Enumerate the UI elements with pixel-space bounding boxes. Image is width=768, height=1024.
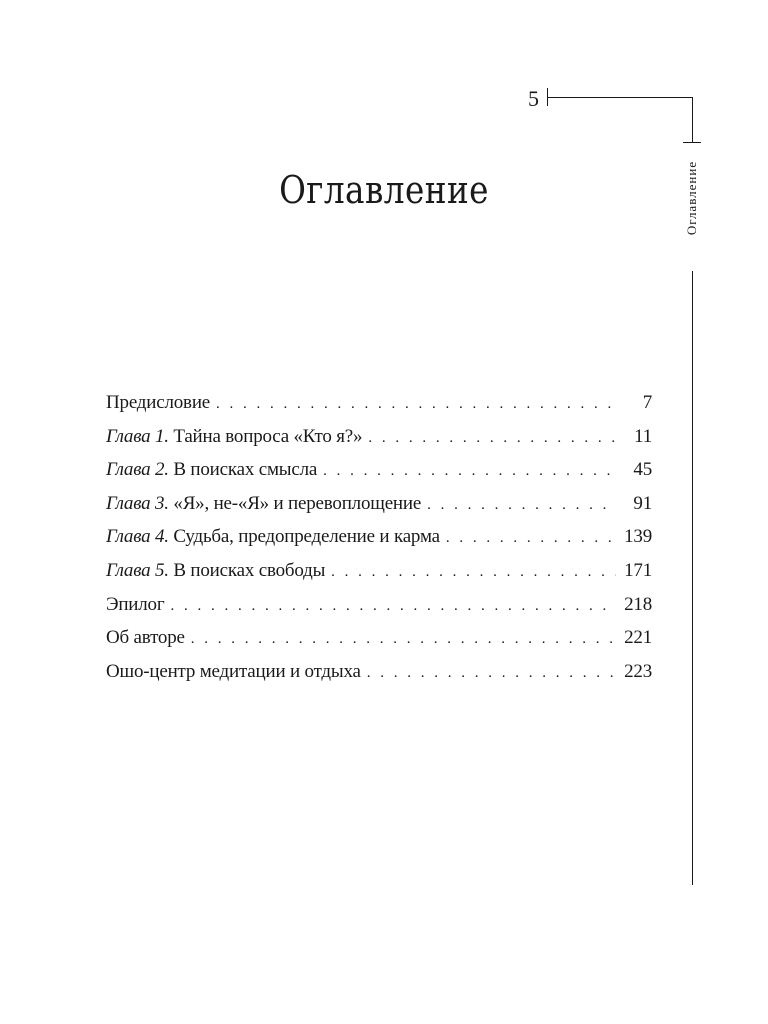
- toc-entry-label: Ошо-центр медитации и отдыха: [106, 660, 361, 682]
- toc-entry-title: [106, 588, 164, 622]
- running-head: Оглавление: [684, 160, 699, 236]
- toc-entry[interactable]: [106, 453, 652, 487]
- dot-leader: [367, 657, 616, 691]
- toc-entry-prefix: Глава 1.: [106, 425, 169, 447]
- toc-entry-label: В поисках смысла: [168, 459, 318, 481]
- toc-entry-title: [106, 487, 421, 521]
- toc-entry-label: Судьба, предопределение и карма: [168, 526, 440, 548]
- toc-entry-prefix: Глава 2.: [106, 459, 169, 481]
- toc-entry[interactable]: [106, 554, 652, 588]
- toc-entry[interactable]: [106, 588, 652, 622]
- toc-entry[interactable]: [106, 487, 652, 521]
- toc-entry-title: [106, 453, 317, 487]
- toc-entry-title: [106, 386, 210, 420]
- dot-leader: [170, 590, 616, 624]
- toc-entry-title: [106, 655, 361, 689]
- frame-top-rule: [547, 97, 693, 98]
- page-number: 5: [528, 86, 539, 111]
- toc-entry-page: 221: [624, 627, 652, 649]
- toc-entry[interactable]: [106, 655, 652, 689]
- toc-entry-page: 171: [624, 559, 652, 581]
- frame-right-rule-lower: [692, 271, 693, 885]
- table-of-contents: [106, 386, 652, 688]
- toc-entry-page: 11: [634, 425, 652, 447]
- dot-leader: [216, 388, 616, 422]
- toc-entry-title: [106, 520, 440, 554]
- frame-right-rule-upper: [692, 97, 693, 142]
- toc-entry-label: Эпилог: [106, 593, 165, 615]
- dot-leader: [331, 556, 616, 590]
- toc-entry[interactable]: [106, 621, 652, 655]
- toc-entry-page: 223: [624, 660, 652, 682]
- toc-entry-prefix: Глава 5.: [106, 559, 169, 581]
- toc-entry-prefix: Глава 3.: [106, 492, 169, 514]
- page-title: Оглавление: [279, 168, 489, 213]
- toc-entry-title: [106, 621, 185, 655]
- toc-entry-label: «Я», не-«Я» и перевоплощение: [168, 492, 422, 514]
- toc-entry[interactable]: [106, 420, 652, 454]
- frame-right-tick: [683, 142, 701, 143]
- dot-leader: [368, 422, 616, 456]
- toc-entry-title: [106, 554, 325, 588]
- toc-entry-title: [106, 420, 362, 454]
- dot-leader: [191, 623, 616, 657]
- toc-entry-label: Об авторе: [106, 627, 185, 649]
- toc-entry-page: 218: [624, 593, 652, 615]
- toc-entry-label: Тайна вопроса «Кто я?»: [168, 425, 363, 447]
- toc-entry-prefix: Глава 4.: [106, 526, 169, 548]
- toc-entry-label: В поисках свободы: [168, 559, 326, 581]
- toc-entry-page: 139: [624, 526, 652, 548]
- toc-entry-page: 91: [633, 492, 652, 514]
- dot-leader: [446, 522, 616, 556]
- dot-leader: [427, 489, 616, 523]
- toc-entry-page: 7: [642, 392, 652, 413]
- dot-leader: [323, 455, 616, 489]
- toc-entry[interactable]: [106, 520, 652, 554]
- toc-entry-page: 45: [633, 459, 652, 481]
- toc-entry-label: Предисловие: [106, 392, 211, 413]
- toc-entry[interactable]: [106, 386, 652, 420]
